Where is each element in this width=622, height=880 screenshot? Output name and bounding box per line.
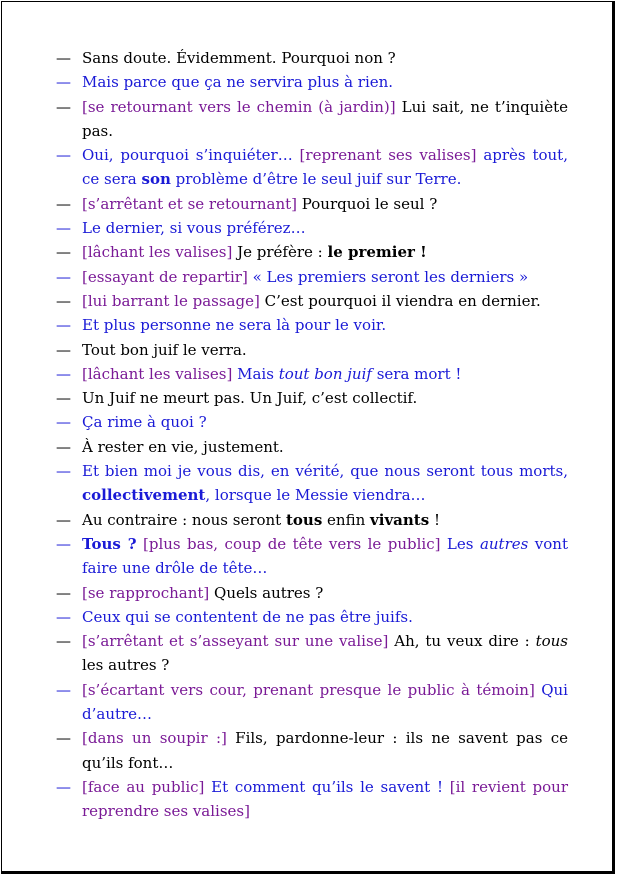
dialogue-dash: — — [56, 389, 71, 408]
dialogue-text: son — [141, 170, 171, 189]
dialogue-text: Mais parce que ça ne servira plus à rien. — [82, 73, 394, 92]
stage-direction: [lui barrant le passage] — [82, 291, 260, 310]
dialogue-text: vivants — [370, 510, 430, 529]
dialogue-text: Et plus personne ne sera là pour le voir. — [82, 316, 387, 335]
dialogue-line — [56, 70, 568, 94]
dialogue-text: Et bien moi je vous dis, en vérité, que nous seront tous morts, — [82, 462, 568, 481]
dialogue-text: collectivement — [82, 486, 206, 505]
stage-direction: [essayant de repartir] — [82, 267, 248, 286]
dialogue-line — [56, 508, 568, 532]
dialogue-dash: — — [56, 73, 71, 92]
stage-direction: [s’arrêtant et se retournant] — [82, 194, 298, 213]
dialogue-text: Sans doute. Évidemment. Pourquoi non ? — [82, 49, 396, 67]
dialogue-text: Quels autres ? — [209, 583, 324, 602]
dialogue-text: vont faire une drôle de tête… — [82, 534, 568, 578]
dialogue-text: tous — [535, 632, 568, 651]
dialogue-dash: — — [56, 267, 71, 286]
stage-direction: [face au public] — [82, 777, 205, 796]
dialogue-line — [56, 338, 568, 362]
dialogue-text: ! — [429, 510, 440, 529]
dialogue-line — [56, 362, 568, 386]
dialogue-line — [56, 313, 568, 337]
dialogue-text: Qui d’autre… — [82, 680, 568, 724]
dialogue-dash: — — [56, 729, 71, 748]
stage-direction: [s’écartant vers cour, prenant presque le public à témoin] — [82, 680, 535, 699]
dialogue-line — [56, 629, 568, 678]
dialogue-text: C’est pourquoi il viendra en dernier. — [259, 291, 541, 310]
dialogue-line — [56, 143, 568, 192]
dialogue-text: les autres ? — [82, 656, 170, 675]
dialogue-text: tous — [285, 510, 323, 529]
stage-direction: [s’arrêtant et s’asseyant sur une valise] — [82, 632, 389, 651]
dialogue-line — [56, 726, 568, 775]
dialogue-text: sera mort ! — [371, 364, 462, 383]
dialogue-text: Pourquoi le seul ? — [297, 194, 438, 213]
dialogue-line — [56, 678, 568, 727]
dialogue-text: Les — [440, 534, 480, 553]
dialogue-body — [2, 46, 616, 824]
dialogue-dash: — — [56, 510, 71, 529]
dialogue-dash: — — [56, 437, 71, 456]
dialogue-line — [56, 95, 568, 144]
stage-direction: [se rapprochant] — [82, 583, 210, 602]
stage-direction: [lâchant les valises] — [82, 364, 233, 383]
dialogue-text: problème d’être le seul juif sur Terre. — [170, 170, 462, 189]
stage-direction: [lâchant les valises] — [82, 243, 233, 262]
stage-direction: [reprenant ses valises] — [299, 146, 477, 165]
dialogue-dash: — — [56, 413, 71, 432]
dialogue-line — [56, 775, 568, 824]
stage-direction: [plus bas, coup de tête vers le public] — [142, 534, 441, 553]
dialogue-text: Ceux qui se contentent de ne pas être juifs. — [82, 607, 413, 626]
dialogue-dash: — — [56, 291, 71, 310]
dialogue-dash: — — [56, 194, 71, 213]
dialogue-line — [56, 192, 568, 216]
document-page — [1, 1, 615, 874]
dialogue-dash: — — [56, 146, 71, 165]
dialogue-line — [56, 581, 568, 605]
dialogue-line — [56, 532, 568, 581]
dialogue-dash: — — [56, 316, 71, 335]
dialogue-text: après tout, ce sera — [82, 146, 568, 189]
dialogue-line — [56, 240, 568, 264]
dialogue-text: autres — [479, 534, 529, 553]
dialogue-text: Le dernier, si vous préférez… — [82, 219, 306, 238]
dialogue-text: tout bon juif — [278, 364, 372, 383]
dialogue-text: le premier ! — [327, 243, 427, 262]
dialogue-dash: — — [56, 632, 71, 651]
dialogue-text: Au contraire : nous seront — [82, 510, 286, 529]
dialogue-dash: — — [56, 49, 71, 67]
dialogue-text: Ah, tu veux dire : — [388, 632, 536, 651]
dialogue-text: Je préfère : — [232, 243, 328, 262]
dialogue-text: , lorsque le Messie viendra… — [205, 486, 426, 505]
dialogue-text: Lui sait, ne t’inquiète pas. — [82, 97, 568, 140]
stage-direction: [il revient pour reprendre ses valises] — [82, 777, 568, 821]
dialogue-dash: — — [56, 462, 71, 481]
dialogue-text: enfin — [322, 510, 371, 529]
dialogue-text: Un Juif ne meurt pas. Un Juif, c’est collectif. — [82, 389, 418, 408]
dialogue-line — [56, 289, 568, 313]
dialogue-text: « Les premiers seront les derniers » — [247, 267, 529, 286]
dialogue-line — [56, 435, 568, 459]
dialogue-text: Tout bon juif le verra. — [82, 340, 247, 359]
dialogue-line — [56, 386, 568, 410]
dialogue-text: Tous ? — [82, 534, 137, 553]
dialogue-dash: — — [56, 340, 71, 359]
stage-direction: [dans un soupir :] — [82, 729, 227, 748]
dialogue-dash: — — [56, 534, 71, 553]
dialogue-dash: — — [56, 777, 71, 796]
dialogue-line — [56, 216, 568, 240]
dialogue-dash: — — [56, 607, 71, 626]
dialogue-dash: — — [56, 97, 71, 116]
dialogue-line — [56, 459, 568, 508]
stage-direction: [se retournant vers le chemin (à jardin)] — [82, 97, 396, 116]
dialogue-dash: — — [56, 219, 71, 238]
dialogue-dash: — — [56, 680, 71, 699]
dialogue-text: Ça rime à quoi ? — [82, 413, 207, 432]
dialogue-text: À rester en vie, justement. — [82, 437, 284, 456]
dialogue-dash: — — [56, 583, 71, 602]
dialogue-line — [56, 265, 568, 289]
dialogue-dash: — — [56, 364, 71, 383]
dialogue-line — [56, 410, 568, 434]
dialogue-text: Fils, pardonne-leur : ils ne savent pas ce qu’ils font… — [82, 729, 568, 772]
dialogue-line — [56, 605, 568, 629]
dialogue-line — [56, 46, 568, 70]
dialogue-text: Et comment qu’ils le savent ! — [204, 777, 450, 796]
dialogue-dash: — — [56, 243, 71, 262]
dialogue-text: Mais — [232, 364, 279, 383]
dialogue-text: Oui, pourquoi s’inquiéter… — [82, 146, 300, 165]
